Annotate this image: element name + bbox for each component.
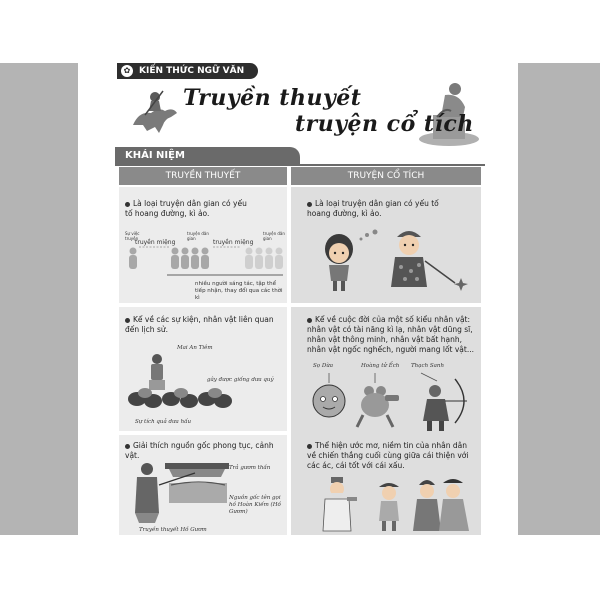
people-flow-diagram	[123, 245, 285, 279]
fairytale-life-text: Kể về cuộc đời của một số kiểu nhân vật: nhân vật có tài năng kì lạ, nhân vật dũng sĩ, nhân vật thông minh, nhân vật bất hạnh, nhân vật ngốc nghếch, người mang lốt vật...	[307, 315, 474, 354]
bullet-icon	[125, 444, 130, 449]
column-header-fairy-tale: TRUYỆN CỔ TÍCH	[291, 167, 481, 185]
caption-mai-an-tiem: Mai An Tiêm	[177, 345, 213, 351]
fairy-heroes-illustration	[305, 371, 477, 433]
legend-events	[125, 315, 283, 335]
bullet-icon	[125, 318, 130, 323]
legend-events-text: Kể về các sự kiện, nhân vật liên quan đến lịch sử.	[125, 315, 274, 334]
bullet-icon	[125, 202, 130, 207]
caption-nguon-goc: Nguồn gốc tên gọi hồ Hoàn Kiếm (Hồ Gươm)	[229, 495, 281, 515]
caption-tra-guom: Trả gươm thần	[229, 465, 271, 471]
bullet-icon	[307, 202, 312, 207]
bullet-icon	[307, 444, 312, 449]
flow-tiny-label-1: Sự việc truyện	[125, 231, 140, 241]
concept-divider	[115, 164, 485, 166]
fairytale-dream	[307, 441, 475, 471]
flow-label-2: truyền miệng	[213, 239, 254, 246]
document-page	[115, 63, 485, 535]
watermelon-man-illustration	[125, 353, 235, 409]
legend-definition	[125, 199, 255, 219]
section-tag	[117, 63, 258, 79]
bullet-icon	[307, 318, 312, 323]
page-title-line2: truyện cổ tích	[295, 111, 474, 137]
section-tag-label: KIẾN THỨC NGỮ VĂN	[139, 66, 245, 76]
fairytale-dream-text: Thể hiện ước mơ, niềm tin của nhân dân về chiến thắng cuối cùng giữa cái thiện với các ác, cái tốt với cái xấu.	[307, 441, 469, 470]
flow-tiny-label-3: truyện dân gian	[263, 231, 285, 241]
fairytale-life	[307, 315, 475, 355]
fairytale-definition-text: Là loại truyện dân gian có yếu tố hoang đường, kì ảo.	[307, 199, 439, 218]
caption-so-dua: Sọ Dừa	[313, 363, 334, 369]
fairytale-definition	[307, 199, 443, 219]
legend-origin-text: Giải thích nguồn gốc phong tục, cảnh vật.	[125, 441, 274, 460]
concept-heading: KHÁI NIỆM	[115, 147, 300, 165]
legend-definition-text: Là loại truyện dân gian có yếu tố hoang đường, kì ảo.	[125, 199, 247, 218]
column-header-legend: TRUYỀN THUYẾT	[119, 167, 287, 185]
caption-truyen-thuyet: Truyền thuyết Hồ Gươm	[139, 527, 207, 533]
right-gray-margin	[518, 63, 600, 535]
book-icon: ✿	[121, 65, 133, 77]
flow-tiny-label-2: truyện dân gian	[187, 231, 209, 241]
caption-thach-sanh: Thạch Sanh	[411, 363, 444, 369]
caption-hoang-tu-ech: Hoàng tử Ếch	[361, 363, 400, 369]
page-title-line1: Truyền thuyết	[183, 85, 362, 111]
caption-su-tich: Sự tích quả dưa hấu	[135, 419, 192, 425]
fairy-children-illustration	[315, 225, 475, 299]
left-gray-margin	[0, 63, 78, 535]
caption-gay-giong: gây được giống dưa quý	[207, 377, 274, 383]
horse-rider-illustration	[125, 81, 185, 141]
good-vs-evil-illustration	[313, 475, 475, 533]
flow-caption: nhiều người sáng tác, tập thể tiếp nhận, thay đổi qua các thời kì	[195, 281, 283, 301]
flow-label-1: truyền miệng	[135, 239, 176, 246]
sword-lake-illustration	[125, 455, 230, 525]
